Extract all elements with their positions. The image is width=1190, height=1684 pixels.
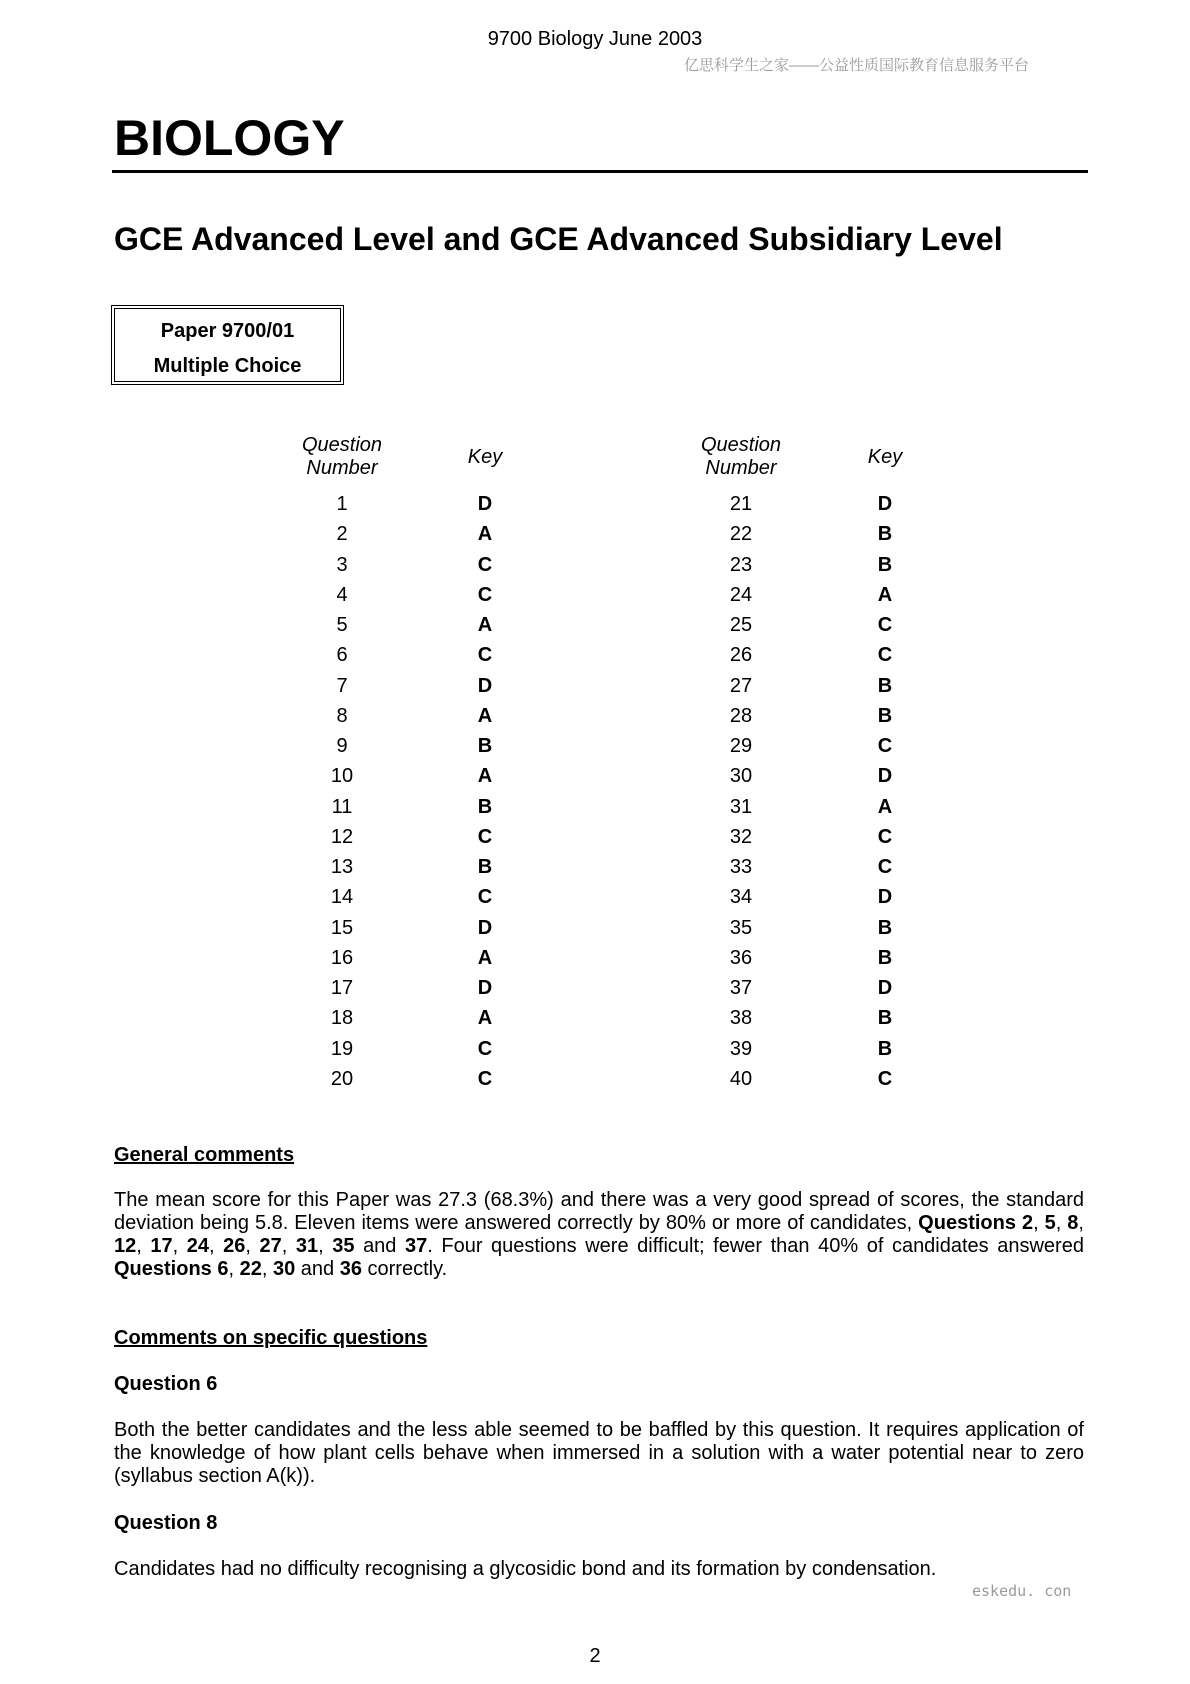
question-number: 11	[331, 795, 353, 818]
comment-text: ,	[209, 1235, 224, 1257]
question-reference: 31	[295, 1235, 319, 1257]
key-header-left: Key	[467, 446, 503, 468]
question-number: 26	[729, 644, 753, 667]
comment-text: ,	[172, 1235, 187, 1257]
comment-text: ,	[1033, 1212, 1045, 1234]
question-number: 12	[330, 825, 354, 848]
question-number: 20	[330, 1067, 354, 1090]
footer-watermark: eskedu. con	[972, 1582, 1072, 1600]
question-8-text: Candidates had no difficulty recognising a glycosidic bond and its formation by condensation.	[114, 1558, 937, 1580]
answer-key: A	[477, 765, 493, 788]
answer-key: B	[877, 523, 893, 546]
header-watermark: 亿思科学生之家——公益性质国际教育信息服务平台	[684, 57, 1030, 74]
answer-key: A	[477, 614, 493, 636]
answer-key: B	[477, 795, 493, 818]
answer-key: C	[877, 856, 893, 878]
comment-text: . Four questions were difficult; fewer than 40% of candidates answered	[427, 1235, 1084, 1257]
answer-key: B	[877, 674, 893, 697]
answer-key: D	[477, 674, 493, 697]
paper-info-box	[111, 305, 344, 385]
general-comments-heading: General comments	[114, 1144, 295, 1166]
answer-key: C	[477, 1037, 493, 1060]
answer-key: A	[477, 1007, 493, 1030]
answer-key: C	[877, 1067, 893, 1090]
answer-key: B	[877, 1037, 893, 1060]
comment-text: ,	[1078, 1212, 1084, 1234]
comment-text: ,	[318, 1235, 333, 1257]
question-number: 33	[729, 856, 753, 878]
answer-key: A	[877, 795, 893, 818]
question-reference: 35	[332, 1235, 355, 1257]
general-comments-text	[114, 1189, 1084, 1281]
answer-key: D	[877, 765, 893, 788]
key-column-left	[445, 489, 525, 1094]
answer-key: D	[477, 977, 493, 999]
question-number-header-left: Question Number	[301, 434, 383, 479]
question-reference: 17	[150, 1235, 173, 1257]
answer-key: B	[877, 946, 893, 969]
question-number: 7	[336, 674, 348, 697]
question-reference: Questions 6	[114, 1258, 229, 1280]
question-number-header-right: Question Number	[700, 434, 782, 479]
answer-key: A	[477, 523, 493, 546]
answer-key: B	[877, 704, 893, 727]
comment-text: ,	[261, 1258, 273, 1280]
question-number: 14	[330, 886, 354, 909]
answer-key: C	[477, 644, 493, 667]
question-reference: 12	[114, 1235, 137, 1257]
comment-text: and	[354, 1235, 405, 1257]
question-number: 31	[729, 795, 753, 818]
answer-key: C	[877, 644, 893, 667]
question-reference: Questions 2	[918, 1212, 1034, 1234]
question-number: 17	[330, 977, 354, 999]
comment-text: ,	[136, 1235, 151, 1257]
question-number: 35	[729, 916, 753, 939]
answer-key: C	[477, 1067, 493, 1090]
question-number: 13	[330, 856, 354, 878]
question-6-heading: Question 6	[114, 1373, 218, 1395]
question-number: 21	[729, 493, 753, 515]
question-number: 34	[729, 886, 753, 909]
question-number: 3	[336, 553, 348, 576]
answer-key: C	[877, 735, 893, 757]
document-subtitle: GCE Advanced Level and GCE Advanced Subsidiary Level	[114, 221, 1003, 257]
paper-code: Paper 9700/01	[160, 320, 295, 342]
question-column-left	[302, 489, 382, 1094]
question-reference: 22	[239, 1258, 262, 1280]
question-number: 32	[729, 825, 753, 848]
answer-key: D	[877, 886, 893, 909]
answer-key: D	[877, 977, 893, 999]
question-number: 2	[336, 523, 348, 546]
comment-text: ,	[1055, 1212, 1068, 1234]
question-number: 25	[729, 614, 753, 636]
question-reference: 37	[405, 1235, 428, 1257]
answer-key: B	[877, 1007, 893, 1030]
question-number: 6	[336, 644, 348, 667]
question-reference: 36	[339, 1258, 362, 1280]
answer-key: A	[477, 946, 493, 969]
question-number: 40	[729, 1067, 753, 1090]
question-reference: 30	[272, 1258, 296, 1280]
page-number: 2	[589, 1645, 601, 1667]
page-header-title: 9700 Biology June 2003	[487, 28, 703, 50]
comment-text: ,	[228, 1258, 240, 1280]
question-column-right	[701, 489, 781, 1094]
key-header-right: Key	[867, 446, 903, 468]
question-reference: 27	[259, 1235, 282, 1257]
question-reference: 26	[223, 1235, 246, 1257]
question-number: 36	[729, 946, 753, 969]
question-number: 38	[729, 1007, 753, 1030]
question-number: 37	[729, 977, 753, 999]
question-8-heading: Question 8	[114, 1512, 218, 1534]
question-reference: 8	[1067, 1212, 1079, 1234]
answer-key: B	[877, 916, 893, 939]
question-number: 39	[729, 1037, 753, 1060]
question-number: 19	[330, 1037, 354, 1060]
question-number: 30	[729, 765, 753, 788]
answer-key: C	[477, 553, 493, 576]
answer-key: C	[477, 825, 493, 848]
question-number: 5	[336, 614, 348, 636]
answer-key: B	[877, 553, 893, 576]
answer-key: C	[877, 614, 893, 636]
answer-key: C	[877, 825, 893, 848]
question-number: 9	[336, 735, 348, 757]
question-reference: 24	[186, 1235, 209, 1257]
answer-key: D	[477, 493, 493, 515]
question-number: 1	[336, 493, 348, 515]
question-number: 27	[729, 674, 753, 697]
question-number: 23	[729, 553, 753, 576]
comment-text: ,	[281, 1235, 296, 1257]
key-column-right	[845, 489, 925, 1094]
question-number: 29	[729, 735, 753, 757]
document-title: BIOLOGY	[114, 110, 345, 166]
answer-key: B	[477, 856, 493, 878]
answer-key: C	[477, 886, 493, 909]
question-number: 18	[330, 1007, 354, 1030]
comment-text: ,	[245, 1235, 260, 1257]
question-reference: 5	[1044, 1212, 1056, 1234]
question-number: 8	[336, 704, 348, 727]
question-number: 10	[330, 765, 354, 788]
answer-key: C	[477, 583, 493, 606]
question-number: 4	[336, 583, 348, 606]
comment-text: and	[295, 1258, 340, 1280]
answer-key: D	[477, 916, 493, 939]
answer-key: A	[477, 704, 493, 727]
question-number: 22	[729, 523, 753, 546]
question-number: 15	[330, 916, 354, 939]
question-number: 24	[729, 583, 753, 606]
answer-key: B	[477, 735, 493, 757]
paper-type: Multiple Choice	[153, 355, 302, 377]
question-number: 16	[330, 946, 354, 969]
question-number: 28	[729, 704, 753, 727]
specific-comments-heading: Comments on specific questions	[114, 1327, 428, 1349]
comment-text: The mean score for this Paper was 27.3 (68.3%) and there was a very good spread of scores, the standard deviation being 5.8. Eleven items were answered correctly by 80% or more of candidates,	[114, 1189, 1084, 1234]
answer-key: D	[877, 493, 893, 515]
comment-text: correctly.	[361, 1258, 448, 1280]
answer-key: A	[877, 583, 893, 606]
question-6-text: Both the better candidates and the less able seemed to be baffled by this question. It requires application of the knowledge of how plant cells behave when immersed in a solution with a water potential near to zero (syllabus section A(k)).	[114, 1419, 1084, 1487]
title-divider	[112, 170, 1088, 173]
